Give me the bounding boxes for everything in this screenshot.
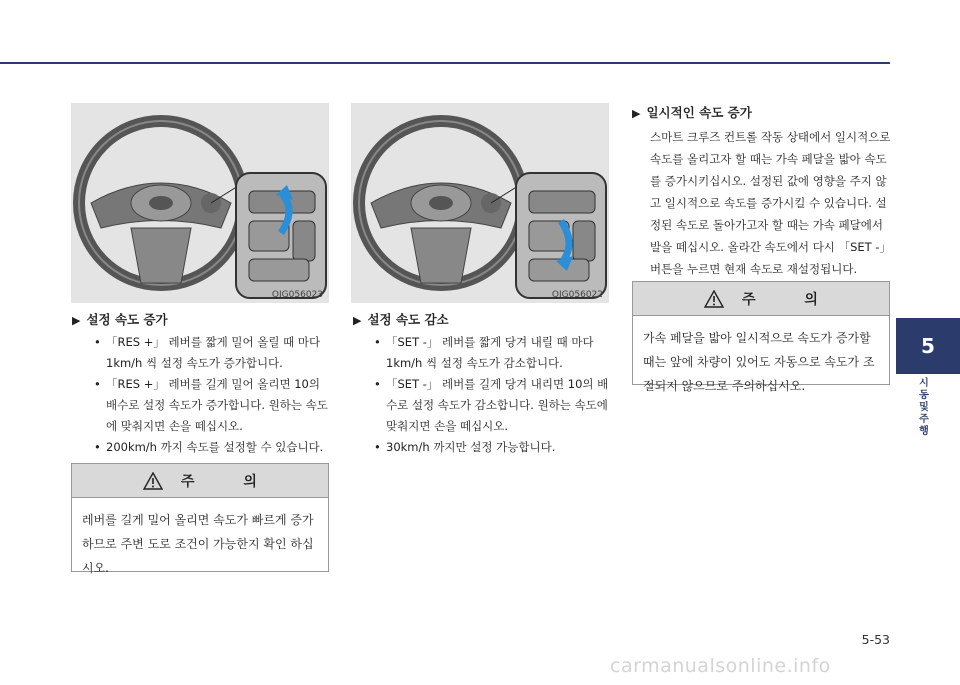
caution-body: 가속 페달을 밟아 일시적으로 속도가 증가할때는 앞에 차량이 있어도 자동으로 속도가 조절되지 않으므로 주의하십시오. [643,331,875,393]
bullet-list-decrease [372,332,612,458]
caution-title: 주 의 [742,291,840,308]
list-item: • 「SET -」 레버를 짧게 당겨 내릴 때 마다 1km/h 씩 설정 속도가 감소합니다. [372,332,612,374]
list-item: • 「RES +」 레버를 길게 밀어 올리면 10의 배수로 설정 속도가 증가합니다. 원하는 속도에 맞춰지면 손을 떼십시오. [92,374,332,437]
triangle-right-icon: ▶ [632,107,641,120]
caution-header [633,282,889,316]
list-item: • 200km/h 까지 속도를 설정할 수 있습니다. [92,437,332,458]
heading-text: 설정 속도 감소 [367,312,449,327]
section-heading-increase [72,310,168,328]
figure-id: OIG056023 [271,290,323,300]
steering-wheel-illustration [71,103,329,303]
caution-header [72,464,328,498]
warning-triangle-icon [704,290,724,308]
figure-steering-wheel-res [71,103,329,303]
top-rule [0,62,890,64]
paragraph-temporary-increase: 스마트 크루즈 컨트롤 작동 상태에서 일시적으로 속도를 올리고자 할 때는 가속 페달을 밟아 속도를 증가시키십시오. 설정된 값에 영향을 주지 않고 일시적으로 속도를 증가시킬 수 있습니다. 설정된 속도로 돌아가고자 할 때는 가속 페달에서 발을 떼십시오. 올라간 속도에서 다시 「SET -」 버튼을 누르면 현재 속도로 재설정됩니다. [650,130,891,276]
caution-title: 주 의 [181,473,279,490]
figure-id: OIG056022 [551,290,603,300]
list-item: • 「RES +」 레버를 짧게 밀어 올릴 때 마다 1km/h 씩 설정 속도가 증가합니다. [92,332,332,374]
watermark: carmanualsonline.info [610,655,831,677]
caution-box [71,463,329,575]
list-item: • 30km/h 까지만 설정 가능합니다. [372,437,612,458]
caution-box [632,281,890,393]
list-item: • 「SET -」 레버를 길게 당겨 내리면 10의 배수로 설정 속도가 감소합니다. 원하는 속도에 맞춰지면 손을 떼십시오. [372,374,612,437]
triangle-right-icon: ▶ [353,314,362,327]
section-heading-temporary-increase [632,103,752,121]
triangle-right-icon: ▶ [72,314,81,327]
figure-steering-wheel-set [351,103,609,303]
caution-body: 레버를 길게 밀어 올리면 속도가 빠르게 증가하므로 주변 도로 조건이 가능한지 확인 하십시오. [82,513,314,575]
chapter-tab-label: 시동 및 주행 [919,378,929,437]
heading-text: 일시적인 속도 증가 [646,105,752,120]
chapter-tab[interactable]: 5 [896,318,960,374]
steering-wheel-illustration [351,103,609,303]
page-number: 5-53 [861,632,890,647]
warning-triangle-icon [143,472,163,490]
bullet-list-increase [92,332,332,458]
section-heading-decrease [353,310,449,328]
heading-text: 설정 속도 증가 [86,312,168,327]
